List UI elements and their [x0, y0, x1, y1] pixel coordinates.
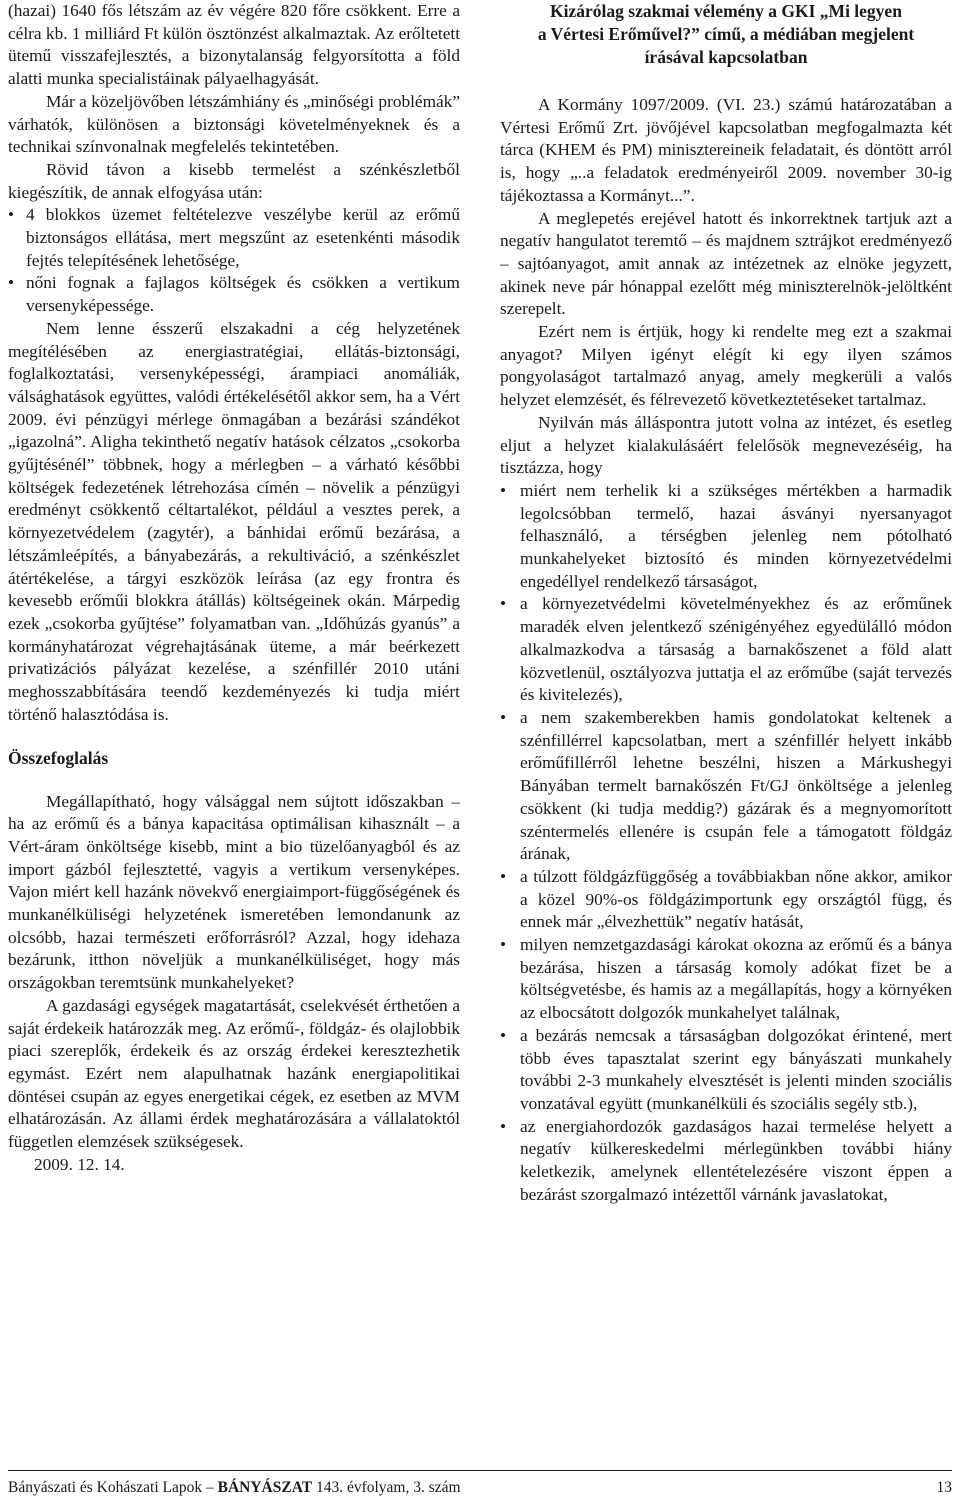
bullet-list	[8, 204, 460, 318]
title-line: Kizárólag szakmai vélemény a GKI „Mi legyen	[550, 1, 902, 21]
paragraph: Rövid távon a kisebb termelést a szénkészletből kiegészítik, de annak elfogyása után:	[8, 159, 460, 202]
page-footer	[8, 1478, 952, 1498]
footer-rule	[8, 1470, 952, 1471]
journal-prefix: Bányászati és Kohászati Lapok –	[8, 1479, 214, 1496]
paragraph: Nem lenne ésszerű elszakadni a cég helyzetének megítélésében az energiastratégiai, ellátás-biztonsági, foglalkoztatási, versenyképességi, árampiaci anomáliák, válsághatások együttes, valódi értékelésétől akkor sem, ha a Vért 2009. évi pénzügyi mérlege önmagában a bezárási szándékot „igazolná”. Aligha tekinthető negatív hatások célzatos „csokorba gyűjtésénél” többnek, hogy a mérlegben – a várható későbbi költségek fedezetének létrehozása címén – növelik a pénzügyi eredményt csökkentő céltartalékot, például a vesztes perek, a környezetvédelem (zagytér), a bánhidai erőmű bezárása, a létszámleépítés, a bányabezárás, a rekultiváció, a szénkészlet átértékelése, a tárgyi eszközök leírása (az egy frontra és kevesebb erőműi blokkra átállás) költségeinek okán. Márpedig ezek „csokorba gyűjtése” folyamatban van. „Időhúzás gyanús” a kormányhatározat végrehajtásának üteme, a már beérkezett privatizációs pályázat kezelése, a szénfillér 2010 utáni meghosszabbítására teendő kezdeményezés ki tudja miért történő halasztódása is.	[8, 318, 460, 724]
bullet-item: • nőni fognak a fajlagos költségek és csökken a vertikum versenyképessége.	[8, 272, 460, 317]
paragraph: Ezért nem is értjük, hogy ki rendelte meg ezt a szakmai anyagot? Milyen igényt elégít ki egy ilyen számos pongyolaságot tartalmazó anyag, amely megkerüli a valós helyzet elemzését, és félrevezető következtetéseket tartalmaz.	[500, 322, 952, 410]
title-line: a Vértesi Erőművel?” című, a médiában megjelent	[537, 24, 915, 44]
page-number: 13	[936, 1479, 952, 1496]
paragraph: Már a közeljövőben létszámhiány és „minőségi problémák” várhatók, különösen a biztonsági követelményeknek és a technikai színvonalnak megfelelés tekintetében.	[8, 91, 460, 157]
bullet-item: • a környezetvédelmi követelményekhez és az erőműnek maradék elven jelentkező szénigényéhez egyedülálló módon alkalmazkodva a társaság a barnakőszenet a föld alatt közvetlenül, osztályozva juttatja el az erőműbe (saját tervezés és kivitelezés),	[500, 593, 952, 707]
bullet-item: • a bezárás nemcsak a társaságban dolgozókat érintené, mert több éves tapasztalat szerint egy bányászati munkahely további 2-3 munkahely elvesztését is jelenti minden szociális vonzatával együtt (munkanélküli és szociális segély stb.),	[500, 1025, 952, 1116]
paragraph: A Kormány 1097/2009. (VI. 23.) számú határozatában a Vértesi Erőmű Zrt. jövőjével kapcsolatban megfogalmazta két tárca (KHEM és PM) minisztereineik feladatait, és döntött arról is, hogy „..a feladatok eredményeiről 2009. november 30-ig tájékoztassa a Kormányt...”.	[500, 95, 952, 205]
article-date: 2009. 12. 14.	[34, 1154, 125, 1174]
section-heading: Összefoglalás	[8, 747, 109, 768]
title-line: írásával kapcsolatban	[644, 47, 808, 67]
bullet-item: • miért nem terhelik ki a szükséges mértékben a harmadik legolcsóbban termelő, hazai ásványi nyersanyagot felhasználó, a térségben jelenleg nem pótolható munkahelyeket biztosító és minden környezetvédelmi engedéllyel rendelkező társaságot,	[500, 480, 952, 594]
bullet-item: • az energiahordozók gazdaságos hazai termelése helyett a negatív külkereskedelmi mérlegünkben további hiány keletkezik, amelynek ellentételezésére viszont éppen a bezárást szorgalmazó intézettől várnánk javaslatokat,	[500, 1116, 952, 1207]
bullet-list	[500, 480, 952, 1207]
bullet-item: • a nem szakemberekben hamis gondolatokat keltenek a szénfillérrel kapcsolatban, mert a szénfillér helyett inkább erőműfillérről lehetne beszélni, hiszen a Márkushegyi Bányában termelt barnakőszén Ft/GJ önköltsége a jelenleg csökkent (ki tudja meddig?) gázárak és a megnyomorított széntermelés ellenére is csupán fele a támogatott földgáz árának,	[500, 707, 952, 866]
left-column	[8, 0, 460, 1176]
bullet-item: • 4 blokkos üzemet feltételezve veszélybe kerül az erőmű biztonságos ellátása, mert megszűnt az esetenkénti második fejtés telepítésének lehetősége,	[8, 204, 460, 272]
article-title	[500, 0, 952, 69]
paragraph: A meglepetés erejével hatott és inkorrektnek tartjuk azt a negatív hangulatot teremtő – és majdnem sztrájkot eredményező – sajtóanyagot, amit annak az intézetnek az elnöke jegyzett, akinek neve pár hónappal ezelőtt még miniszterelnök-jelöltként szerepelt.	[500, 208, 952, 319]
journal-citation	[8, 1478, 461, 1498]
right-column	[500, 0, 952, 1206]
journal-name: BÁNYÁSZAT	[217, 1479, 313, 1496]
paragraph: (hazai) 1640 fős létszám az év végére 820 főre csökkent. Erre a célra kb. 1 milliárd Ft külön ösztönzést alkalmaztak. Az erőltetett ütemű visszafejlesztés, a bizonytalanság felgyorsította a föld alatti munka specialistáinak pályaelhagyását.	[8, 1, 460, 89]
paragraph: Megállapítható, hogy válsággal nem sújtott időszakban – ha az erőmű és a bánya kapacitása optimálisan kihasznált – a Vért-áram önköltsége kisebb, mint a bio tüzelőanyagból és az import gázból fejlesztetté, vagyis a vertikum versenyképes. Vajon miért kell hazánk növekvő energiaimport-függőségének és munkanélküliségi helyzetének ismeretében lemondanunk az olcsóbb, hazai természeti erőforrásról? Azzal, hogy idehaza bezárunk, itthon növeljük a munkanélküliséget, hogy más országokban teremtsünk munkahelyeket?	[8, 791, 460, 993]
journal-issue: 143. évfolyam, 3. szám	[315, 1479, 461, 1496]
bullet-item: • a túlzott földgázfüggőség a továbbiakban nőne akkor, amikor a közel 90%-os földgázimportunk egy országtól függ, és ennek már „élvezhettük” negatív hatását,	[500, 866, 952, 934]
paragraph: Nyilván más álláspontra jutott volna az intézet, és esetleg eljut a helyzet kialakulásáért felelősök megnevezéséig, ha tisztázza, hogy	[500, 412, 952, 478]
paragraph: A gazdasági egységek magatartását, cselekvését érthetően a saját érdekeik határozzák meg. Az erőmű-, földgáz- és olajlobbik piaci szereplők, érdekeik és az ország érdekei keresztezhetik egymást. Ezért nem alapulhatnak hazánk energiapolitikai döntései csupán az egyes energetikai cégek, ez esetben az MVM elhatározásán. Az állami érdek meghatározására a vállalatoktól független elemzések szükségesek.	[8, 995, 460, 1152]
bullet-item: • milyen nemzetgazdasági károkat okozna az erőmű és a bánya bezárása, hiszen a társaság komoly adókat fizet be a költségvetésbe, és hamis az a megállapítás, hogy a környéken az elbocsátott dolgozók munkahelyet találnak,	[500, 934, 952, 1025]
